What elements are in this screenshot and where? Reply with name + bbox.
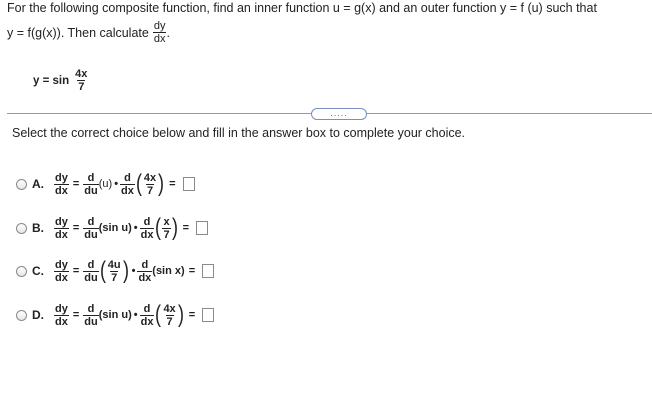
- left-paren: (: [99, 257, 106, 284]
- function-numerator: 4x: [75, 68, 88, 80]
- du-denominator: du: [84, 228, 98, 241]
- question-line-2-text: y = f(g(x)). Then calculate: [7, 25, 149, 40]
- dx-denominator: dx: [55, 315, 68, 328]
- choice-c-letter: C.: [32, 264, 44, 278]
- instruction-text: Select the correct choice below and fill in the answer box to complete your choice.: [12, 126, 466, 140]
- d-numerator: d: [87, 302, 95, 315]
- function-denominator: 7: [78, 81, 85, 93]
- function-argument-fraction: [74, 68, 88, 93]
- inner-argument: (sin x): [152, 265, 185, 277]
- equals-sign: =: [72, 265, 80, 277]
- du-denominator: du: [84, 184, 98, 197]
- dx-denominator: dx: [140, 228, 154, 241]
- choice-b-answer-box[interactable]: [196, 221, 208, 235]
- inner-denominator: 7: [146, 184, 154, 197]
- question-line-1: For the following composite function, find an inner function u = g(x) and an outer function y = f (u) such that: [7, 1, 597, 15]
- dx-denominator: dx: [55, 228, 68, 241]
- inner-denominator: 7: [111, 271, 118, 284]
- expand-toggle-button[interactable]: .....: [311, 108, 367, 120]
- choice-c-answer-box[interactable]: [202, 264, 214, 278]
- choice-b-radio[interactable]: [16, 223, 27, 234]
- dy-numerator: dy: [55, 171, 68, 184]
- inner-denominator: 7: [166, 315, 173, 328]
- choice-c-radio[interactable]: [16, 266, 27, 277]
- dy-numerator: dy: [55, 258, 68, 271]
- equals-sign: =: [188, 309, 196, 321]
- d-numerator: d: [143, 215, 151, 228]
- choice-d-radio[interactable]: [16, 310, 27, 321]
- multiply-dot: •: [131, 265, 136, 277]
- function-lhs: y = sin: [33, 74, 70, 87]
- d-numerator: d: [143, 302, 151, 315]
- given-function: [33, 68, 88, 93]
- choice-d-answer-box[interactable]: [202, 308, 214, 322]
- equals-sign: =: [169, 178, 176, 190]
- equals-sign: =: [188, 265, 196, 277]
- choice-a-answer-box[interactable]: [183, 177, 195, 191]
- left-paren: (: [155, 214, 162, 241]
- multiply-dot: •: [114, 178, 119, 190]
- choice-c-expression: [54, 259, 214, 284]
- choice-a-radio[interactable]: [16, 179, 27, 190]
- dx-denominator: dx: [55, 184, 68, 197]
- choice-b-expression: [54, 216, 208, 241]
- right-paren: ): [158, 170, 165, 197]
- dx-denominator: dx: [55, 271, 68, 284]
- outer-argument: (u): [98, 178, 113, 190]
- choice-a-letter: A.: [32, 177, 44, 191]
- d-numerator: d: [87, 215, 95, 228]
- question-period: .: [166, 25, 170, 40]
- outer-argument: (sin u): [98, 309, 132, 321]
- choice-b-letter: B.: [32, 221, 44, 235]
- equals-sign: =: [72, 222, 80, 234]
- choice-d-letter: D.: [32, 308, 44, 322]
- right-paren: ): [177, 301, 184, 328]
- choice-d[interactable]: [16, 302, 214, 328]
- d-numerator: d: [124, 171, 131, 184]
- inner-denominator: 7: [163, 228, 170, 241]
- dy-numerator: dy: [153, 20, 166, 32]
- dx-denominator: dx: [138, 271, 152, 284]
- inner-numerator: x: [163, 215, 170, 228]
- du-denominator: du: [84, 271, 98, 284]
- left-paren: (: [155, 301, 162, 328]
- d-numerator: d: [141, 258, 149, 271]
- choice-a-expression: [54, 172, 195, 197]
- d-numerator: d: [87, 258, 95, 271]
- right-paren: ): [171, 214, 178, 241]
- dy-numerator: dy: [55, 215, 68, 228]
- dy-numerator: dy: [55, 302, 68, 315]
- equals-sign: =: [72, 309, 80, 321]
- dy-dx-fraction: [153, 20, 170, 45]
- inner-numerator: 4x: [143, 171, 157, 184]
- multiply-dot: •: [133, 222, 138, 234]
- outer-argument: (sin u): [98, 222, 132, 234]
- dx-denominator: dx: [121, 184, 134, 197]
- choice-d-expression: [54, 303, 214, 328]
- choice-a[interactable]: [16, 171, 195, 197]
- left-paren: (: [135, 170, 142, 197]
- du-denominator: du: [84, 315, 98, 328]
- equals-sign: =: [72, 178, 80, 190]
- question-line-2: [7, 20, 170, 45]
- equals-sign: =: [182, 222, 189, 234]
- dx-denominator: dx: [153, 33, 166, 45]
- choice-c[interactable]: [16, 258, 214, 284]
- multiply-dot: •: [133, 309, 138, 321]
- inner-numerator: 4x: [163, 302, 176, 315]
- choice-b[interactable]: [16, 215, 208, 241]
- dx-denominator: dx: [140, 315, 154, 328]
- d-numerator: d: [87, 171, 95, 184]
- inner-numerator: 4u: [107, 258, 121, 271]
- right-paren: ): [122, 257, 129, 284]
